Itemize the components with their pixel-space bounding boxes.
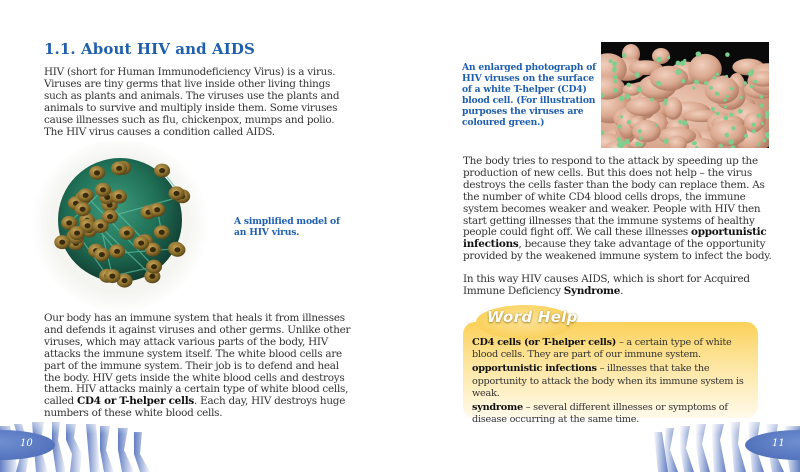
hiv-particle xyxy=(619,96,625,102)
right-page-number: 11 xyxy=(772,438,785,449)
hiv-particle xyxy=(752,129,756,133)
hiv-particle xyxy=(709,86,713,90)
virus-spike-knob xyxy=(89,166,105,180)
hiv-particle xyxy=(719,144,723,148)
hiv-particle xyxy=(617,137,622,142)
word-help-entry xyxy=(472,337,758,361)
hiv-particle xyxy=(613,66,617,70)
hiv-particle xyxy=(664,102,667,105)
hiv-particle xyxy=(743,81,747,85)
hiv-particle xyxy=(725,133,730,138)
virus-spike-knob xyxy=(78,188,94,202)
hiv-particle xyxy=(724,105,727,108)
hiv-particle xyxy=(724,99,727,102)
hiv-particle xyxy=(620,115,623,118)
hiv-particle xyxy=(613,75,618,80)
glossary-definition: – illnesses that take the opportunity to attack the body when its immune system is weak. xyxy=(472,363,744,399)
virus-spike-knob xyxy=(154,164,170,178)
hiv-particle xyxy=(751,123,755,127)
hiv-particle xyxy=(626,83,631,88)
virus-spike-knob xyxy=(109,244,125,258)
hiv-particle xyxy=(726,95,729,98)
section-title: 1.1. About HIV and AIDS xyxy=(44,40,255,58)
glossary-definition: – several different illnesses or symptoms of disease occurring at the same time. xyxy=(472,402,728,426)
hiv-particle xyxy=(678,120,682,124)
virus-spike-knob xyxy=(95,183,111,197)
photo-caption: An enlarged photograph of HIV viruses on the surface of a white T-helper (CD4) blood cell. (For illustration purposes the viruses are coloured green.) xyxy=(462,62,596,128)
hiv-particle xyxy=(639,143,642,146)
hiv-particle xyxy=(613,80,617,84)
hiv-particle xyxy=(618,125,622,129)
hiv-particle xyxy=(762,139,766,143)
hiv-particle xyxy=(740,96,743,99)
hiv-particle xyxy=(744,134,748,138)
hiv-particle xyxy=(738,109,743,114)
hiv-particle xyxy=(765,115,769,119)
word-help-entry xyxy=(472,363,758,400)
glossary-term: syndrome xyxy=(472,402,523,414)
hiv-particle xyxy=(683,59,686,62)
glossary-definition: – a certain type of white blood cells. They are part of our immune system. xyxy=(472,337,732,361)
hiv-particle xyxy=(748,71,753,76)
aids-definition-paragraph xyxy=(463,274,783,298)
hiv-particle xyxy=(682,120,687,125)
hiv-particle xyxy=(635,142,640,147)
hiv-particle xyxy=(716,73,719,76)
response-text-end: , because they take advantage of the opportunity provided by the weakened immune system to infect the body. xyxy=(463,238,772,263)
hiv-particle xyxy=(676,61,681,66)
virus-spike-knob xyxy=(149,203,165,217)
virus-spike-knob xyxy=(169,186,185,200)
hiv-particle xyxy=(609,59,613,63)
hiv-particle xyxy=(681,79,685,83)
hiv-particle xyxy=(693,141,697,145)
intro-paragraph: HIV (short for Human Immunodeficiency Virus) is a virus. Viruses are tiny germs that live inside other living things such as plants and animals. The viruses use the plants and animals to survive and multiply inside them. Some viruses cause illnesses such as flu, chickenpox, mumps and polio. The HIV virus causes a condition called AIDS. xyxy=(44,66,340,138)
hiv-particle xyxy=(731,126,735,130)
virus-spike-knob xyxy=(133,236,149,250)
hiv-particle xyxy=(729,113,733,117)
virus-spike-knob xyxy=(111,161,127,175)
hiv-particle xyxy=(716,112,720,116)
hiv-particle xyxy=(635,72,640,77)
virus-spike-knob xyxy=(111,190,127,204)
hiv-particle xyxy=(725,52,730,57)
hiv-virus-model-image xyxy=(30,140,210,310)
hiv-particle xyxy=(639,136,643,140)
cell-photo-illustration xyxy=(601,42,769,148)
virus-spike-knob xyxy=(75,202,91,216)
hiv-particle xyxy=(637,87,642,92)
hiv-particle xyxy=(625,139,630,144)
hiv-particle xyxy=(656,81,661,86)
aids-text-end: . xyxy=(620,284,624,297)
hiv-particle xyxy=(725,75,728,78)
hiv-particle xyxy=(650,98,654,102)
immune-text-end: . Each day, HIV destroys huge numbers of these white blood cells. xyxy=(44,395,346,420)
left-page-number: 10 xyxy=(20,438,33,449)
cell-surface-bulge xyxy=(650,66,688,91)
hiv-particle xyxy=(676,69,682,75)
hiv-particle xyxy=(638,129,642,133)
hiv-particle xyxy=(724,116,729,121)
hiv-particle xyxy=(625,94,630,99)
glossary-term: CD4 cells (or T-helper cells) xyxy=(472,337,617,348)
hiv-particle xyxy=(754,80,758,84)
virus-model-caption: A simplified model of an HIV virus. xyxy=(234,216,340,238)
virus-spike-knob xyxy=(169,243,185,257)
word-help-title: Word Help xyxy=(487,308,578,326)
hiv-particle xyxy=(760,95,764,99)
hiv-particle xyxy=(613,88,617,92)
virus-spike-knob xyxy=(119,226,135,240)
cell-surface-bulge xyxy=(626,97,661,116)
hiv-particle xyxy=(750,85,753,88)
virus-spike-knob xyxy=(94,248,110,262)
hiv-particle xyxy=(756,114,761,119)
hiv-particle xyxy=(612,61,617,66)
hiv-particle xyxy=(760,103,764,107)
hiv-particle xyxy=(692,87,695,90)
word-help-entries xyxy=(472,337,758,428)
hiv-particle xyxy=(620,141,625,146)
hiv-particle xyxy=(622,53,626,57)
aids-text-start: In this way HIV causes AIDS, which is short for Acquired Immune Deficiency xyxy=(463,273,750,297)
cell-surface-bulge xyxy=(632,120,661,142)
hiv-particle xyxy=(627,120,631,124)
hiv-particle xyxy=(757,142,760,145)
virus-spike-knob xyxy=(54,235,70,249)
hiv-particle xyxy=(730,87,733,90)
virus-spike-knob xyxy=(146,260,162,274)
hiv-particle xyxy=(655,124,658,127)
virus-spike-knob xyxy=(104,269,120,283)
hiv-particle xyxy=(694,79,699,84)
hiv-on-t-cell-photo xyxy=(601,42,769,148)
immune-text-start: Our body has an immune system that heals it from illnesses and defends it against viruses and other germs. Unlike other viruses, which may attack various parts of the body, HIV attacks the immune system itself. The white blood cells are part of the immune system. Their job is to defend and heal the body. HIV gets inside the white blood cells and destroys them. HIV attacks mainly a certain type of white blood cells, called xyxy=(44,312,351,408)
virus-spike-knob xyxy=(69,226,85,240)
response-text-start: The body tries to respond to the attack by speeding up the production of new cells. But this does not help – the virus destroys the cells faster than the body can replace them. As the number of white CD4 blood cells drops, the immune system becomes weaker and weaker. People with HIV then start getting illnesses that the immune systems of healthy people could fight off. We call these illnesses xyxy=(463,155,765,239)
hiv-particle xyxy=(663,138,668,143)
hiv-particle xyxy=(656,57,662,63)
virus-spike-knob xyxy=(154,225,170,239)
body-response-paragraph xyxy=(463,156,783,263)
immune-system-paragraph xyxy=(44,313,354,420)
hiv-particle xyxy=(713,76,717,80)
hiv-particle xyxy=(711,107,715,111)
hiv-particle xyxy=(696,51,701,56)
opportunistic-infections-term: opportunistic infections xyxy=(463,226,767,251)
glossary-term: opportunistic infections xyxy=(472,363,597,375)
hiv-particle xyxy=(667,56,670,59)
cd4-term: CD4 or T-helper cells xyxy=(77,395,195,408)
hiv-particle xyxy=(704,81,708,85)
syndrome-term: Syndrome xyxy=(563,284,621,297)
cell-surface-bulge xyxy=(705,76,739,103)
virus-illustration xyxy=(30,140,210,310)
hiv-particle xyxy=(664,99,668,103)
hiv-particle xyxy=(728,139,734,145)
hiv-particle xyxy=(717,93,720,96)
virus-spike-knob xyxy=(102,210,118,224)
hiv-particle xyxy=(761,122,764,125)
